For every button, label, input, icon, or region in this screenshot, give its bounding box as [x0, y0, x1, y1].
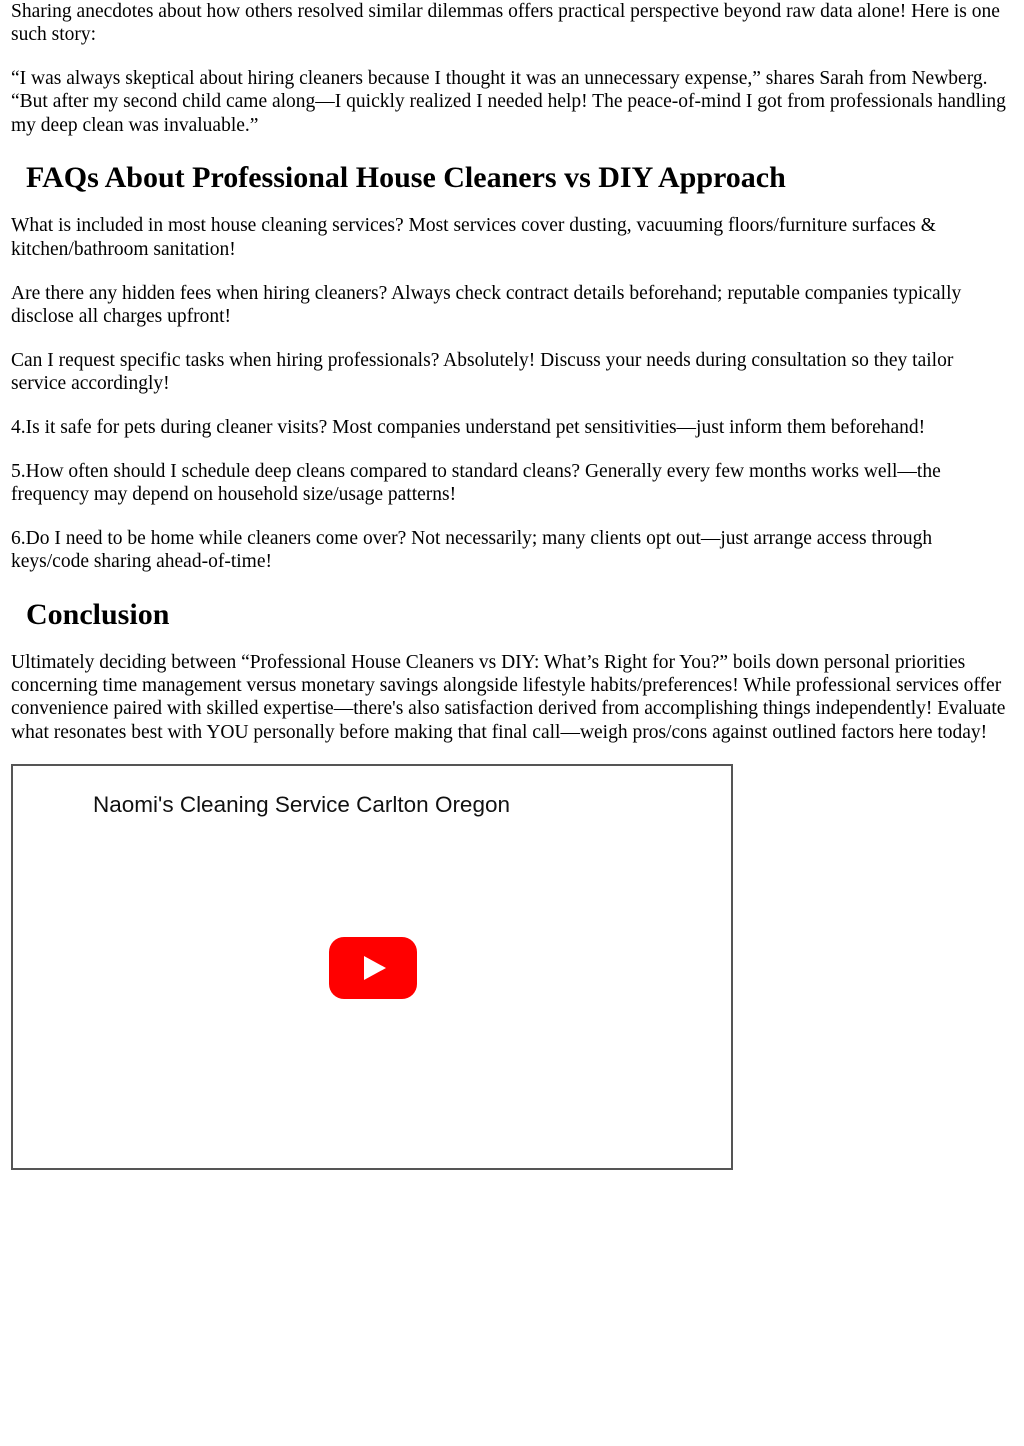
faq-item: Can I request specific tasks when hiring professionals? Absolutely! Discuss your needs during consultation so they tailor service accordingly! [11, 349, 954, 394]
faq-heading: FAQs About Professional House Cleaners vs DIY Approach [26, 161, 786, 195]
conclusion-paragraph: Ultimately deciding between “Professional House Cleaners vs DIY: What’s Right for You?” boils down personal priorities concerning time management versus monetary savings alongside lifestyle habits/preferences! While professional services offer convenience paired with skilled expertise—there's also satisfaction derived from accomplishing things independently! Evaluate what resonates best with YOU personally before making that final call—weigh pros/cons against outlined factors here today! [11, 651, 1006, 743]
faq-item: What is included in most house cleaning services? Most services cover dusting, vacuuming floors/furniture surfaces & kitchen/bathroom sanitation! [11, 215, 936, 260]
testimonial-paragraph: “I was always skeptical about hiring cleaners because I thought it was an unnecessary expense,” shares Sarah from Newberg. “But after my second child came along—I quickly realized I needed help! The peace-of-mind I got from professionals handling my deep clean was invaluable.” [11, 68, 1006, 136]
faq-item: 6.Do I need to be home while cleaners come over? Not necessarily; many clients opt out—just arrange access through keys/code sharing ahead-of-time! [11, 527, 933, 572]
youtube-play-icon[interactable] [329, 937, 417, 999]
conclusion-heading: Conclusion [26, 597, 170, 631]
intro-paragraph: Sharing anecdotes about how others resolved similar dilemmas offers practical perspective beyond raw data alone! Here is one such story: [11, 1, 1000, 46]
faq-item: Are there any hidden fees when hiring cleaners? Always check contract details beforehand; reputable companies typically disclose all charges upfront! [11, 282, 962, 327]
faq-item: 4.Is it safe for pets during cleaner visits? Most companies understand pet sensitivities—just inform them beforehand! [11, 416, 926, 438]
faq-item: 5.How often should I schedule deep cleans compared to standard cleans? Generally every few months works well—the frequency may depend on household size/usage patterns! [11, 460, 941, 505]
video-title[interactable]: Naomi's Cleaning Service Carlton Oregon [93, 792, 510, 818]
video-embed[interactable] [11, 764, 733, 1170]
